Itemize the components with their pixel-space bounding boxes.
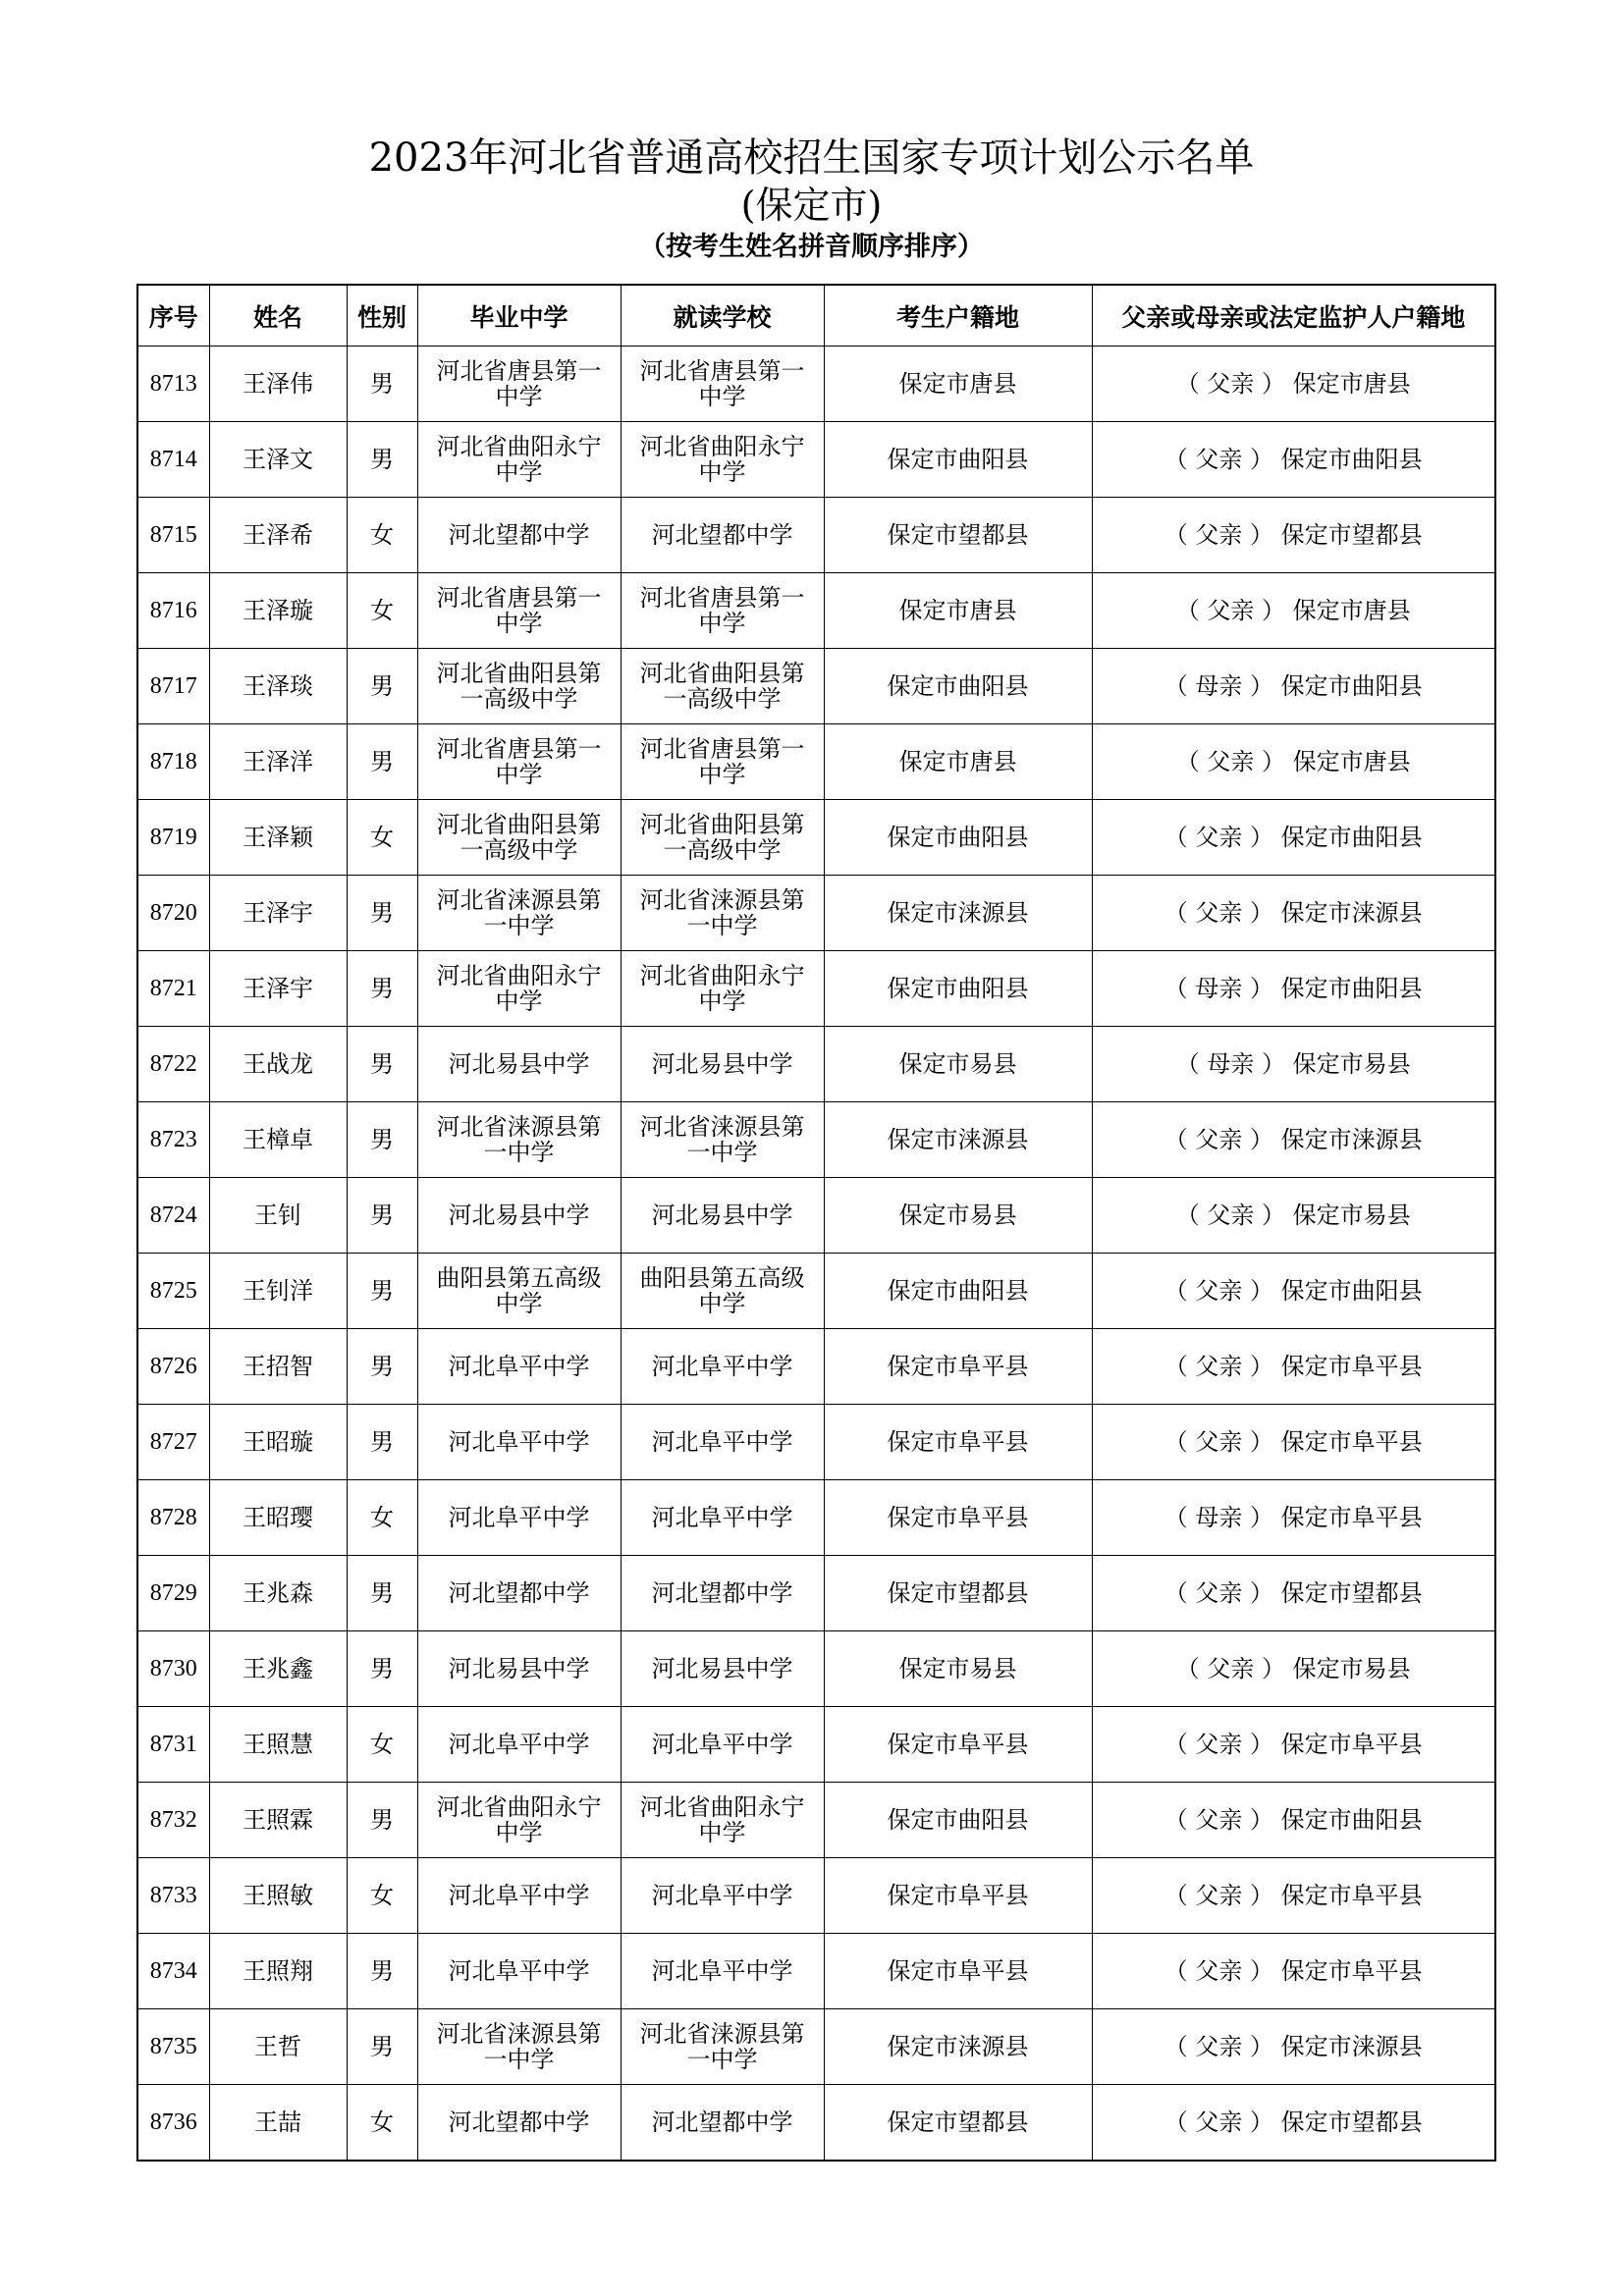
school-name-text: 河北省曲阳县第一高级中学 xyxy=(639,660,805,713)
table-row xyxy=(137,1631,1495,1707)
cell-student-household: 保定市曲阳县 xyxy=(824,1254,1092,1329)
cell-student-household: 保定市曲阳县 xyxy=(824,951,1092,1027)
header-student-household: 考生户籍地 xyxy=(824,285,1092,347)
cell-gender: 女 xyxy=(347,1858,417,1934)
school-name-text: 河北省曲阳永宁中学 xyxy=(436,962,602,1015)
school-name-text: 河北省曲阳县第一高级中学 xyxy=(436,811,602,864)
school-name-text: 河北省涞源县第一中学 xyxy=(639,2020,805,2073)
cell-serial-number: 8719 xyxy=(137,800,209,876)
cell-guardian-household: （ 父亲 ） 保定市阜平县 xyxy=(1092,1858,1495,1934)
school-name-text: 河北省涞源县第一中学 xyxy=(436,886,602,939)
school-name-text: 河北省唐县第一中学 xyxy=(436,357,602,410)
cell-guardian-household: （ 父亲 ） 保定市易县 xyxy=(1092,1178,1495,1254)
cell-current-school xyxy=(621,2009,824,2085)
header-graduation-school: 毕业中学 xyxy=(417,285,621,347)
cell-guardian-household: （ 父亲 ） 保定市望都县 xyxy=(1092,1556,1495,1631)
cell-current-school xyxy=(621,422,824,498)
cell-name: 王照翔 xyxy=(209,1934,347,2009)
table-row xyxy=(137,1254,1495,1329)
cell-current-school xyxy=(621,1480,824,1556)
cell-current-school xyxy=(621,1934,824,2009)
school-name-text: 河北易县中学 xyxy=(448,1050,590,1078)
table-row xyxy=(137,1480,1495,1556)
cell-name: 王钊洋 xyxy=(209,1254,347,1329)
cell-serial-number: 8736 xyxy=(137,2085,209,2162)
cell-student-household: 保定市望都县 xyxy=(824,2085,1092,2162)
cell-guardian-household: （ 父亲 ） 保定市阜平县 xyxy=(1092,1329,1495,1405)
cell-gender: 女 xyxy=(347,2085,417,2162)
school-name-text: 河北望都中学 xyxy=(651,1579,793,1607)
cell-gender: 男 xyxy=(347,951,417,1027)
school-name-text: 河北省唐县第一中学 xyxy=(639,735,805,788)
cell-serial-number: 8715 xyxy=(137,498,209,573)
school-name-text: 河北阜平中学 xyxy=(448,1353,590,1380)
cell-name: 王泽希 xyxy=(209,498,347,573)
cell-name: 王哲 xyxy=(209,2009,347,2085)
cell-guardian-household: （ 父亲 ） 保定市涞源县 xyxy=(1092,1102,1495,1178)
cell-graduation-school xyxy=(417,1102,621,1178)
cell-name: 王泽宇 xyxy=(209,876,347,951)
cell-name: 王泽文 xyxy=(209,422,347,498)
table-row xyxy=(137,1556,1495,1631)
cell-guardian-household: （ 父亲 ） 保定市易县 xyxy=(1092,1631,1495,1707)
school-name-text: 曲阳县第五高级中学 xyxy=(639,1264,805,1317)
cell-current-school xyxy=(621,951,824,1027)
school-name-text: 河北阜平中学 xyxy=(651,1957,793,1985)
cell-current-school xyxy=(621,1254,824,1329)
cell-current-school xyxy=(621,1329,824,1405)
cell-guardian-household: （ 父亲 ） 保定市望都县 xyxy=(1092,498,1495,573)
cell-student-household: 保定市阜平县 xyxy=(824,1934,1092,2009)
cell-guardian-household: （ 父亲 ） 保定市曲阳县 xyxy=(1092,422,1495,498)
school-name-text: 河北省唐县第一中学 xyxy=(436,735,602,788)
cell-serial-number: 8722 xyxy=(137,1027,209,1102)
school-name-text: 河北阜平中学 xyxy=(651,1882,793,1909)
header-guardian-household: 父亲或母亲或法定监护人户籍地 xyxy=(1092,285,1495,347)
cell-current-school xyxy=(621,1027,824,1102)
cell-graduation-school xyxy=(417,876,621,951)
table-body xyxy=(137,347,1495,2162)
cell-serial-number: 8733 xyxy=(137,1858,209,1934)
school-name-text: 河北省曲阳永宁中学 xyxy=(639,962,805,1015)
cell-guardian-household: （ 父亲 ） 保定市涞源县 xyxy=(1092,876,1495,951)
cell-name: 王战龙 xyxy=(209,1027,347,1102)
cell-guardian-household: （ 父亲 ） 保定市唐县 xyxy=(1092,573,1495,649)
cell-serial-number: 8723 xyxy=(137,1102,209,1178)
school-name-text: 河北望都中学 xyxy=(651,2109,793,2136)
school-name-text: 河北省曲阳永宁中学 xyxy=(639,433,805,486)
roster-table xyxy=(136,284,1496,2162)
school-name-text: 河北望都中学 xyxy=(651,521,793,549)
cell-guardian-household: （ 母亲 ） 保定市易县 xyxy=(1092,1027,1495,1102)
school-name-text: 河北省唐县第一中学 xyxy=(436,584,602,637)
school-name-text: 河北省曲阳永宁中学 xyxy=(436,433,602,486)
cell-graduation-school xyxy=(417,573,621,649)
cell-gender: 女 xyxy=(347,498,417,573)
cell-serial-number: 8724 xyxy=(137,1178,209,1254)
cell-graduation-school xyxy=(417,2085,621,2162)
cell-student-household: 保定市曲阳县 xyxy=(824,649,1092,724)
cell-gender: 男 xyxy=(347,1254,417,1329)
cell-serial-number: 8729 xyxy=(137,1556,209,1631)
cell-gender: 女 xyxy=(347,800,417,876)
school-name-text: 河北望都中学 xyxy=(448,521,590,549)
cell-serial-number: 8714 xyxy=(137,422,209,498)
cell-gender: 男 xyxy=(347,1027,417,1102)
table-row xyxy=(137,2009,1495,2085)
cell-guardian-household: （ 父亲 ） 保定市望都县 xyxy=(1092,2085,1495,2162)
cell-gender: 男 xyxy=(347,1102,417,1178)
cell-student-household: 保定市涞源县 xyxy=(824,2009,1092,2085)
table-row xyxy=(137,724,1495,800)
cell-serial-number: 8732 xyxy=(137,1783,209,1858)
school-name-text: 河北阜平中学 xyxy=(448,1504,590,1531)
cell-student-household: 保定市唐县 xyxy=(824,573,1092,649)
cell-current-school xyxy=(621,1405,824,1480)
cell-serial-number: 8734 xyxy=(137,1934,209,2009)
school-name-text: 曲阳县第五高级中学 xyxy=(436,1264,602,1317)
school-name-text: 河北阜平中学 xyxy=(651,1353,793,1380)
cell-serial-number: 8713 xyxy=(137,347,209,422)
cell-current-school xyxy=(621,876,824,951)
school-name-text: 河北省唐县第一中学 xyxy=(639,357,805,410)
school-name-text: 河北阜平中学 xyxy=(651,1428,793,1456)
school-name-text: 河北阜平中学 xyxy=(651,1731,793,1758)
cell-current-school xyxy=(621,1707,824,1783)
cell-name: 王钊 xyxy=(209,1178,347,1254)
cell-student-household: 保定市阜平县 xyxy=(824,1405,1092,1480)
cell-serial-number: 8735 xyxy=(137,2009,209,2085)
table-row xyxy=(137,649,1495,724)
cell-graduation-school xyxy=(417,347,621,422)
cell-gender: 女 xyxy=(347,1707,417,1783)
cell-graduation-school xyxy=(417,1783,621,1858)
school-name-text: 河北望都中学 xyxy=(448,1579,590,1607)
cell-serial-number: 8726 xyxy=(137,1329,209,1405)
cell-gender: 男 xyxy=(347,1405,417,1480)
cell-serial-number: 8730 xyxy=(137,1631,209,1707)
table-row xyxy=(137,1102,1495,1178)
cell-gender: 男 xyxy=(347,422,417,498)
cell-current-school xyxy=(621,724,824,800)
cell-graduation-school xyxy=(417,1329,621,1405)
cell-current-school xyxy=(621,1102,824,1178)
cell-current-school xyxy=(621,2085,824,2162)
table-row xyxy=(137,951,1495,1027)
cell-current-school xyxy=(621,649,824,724)
table-row xyxy=(137,1405,1495,1480)
cell-graduation-school xyxy=(417,724,621,800)
header-serial-number: 序号 xyxy=(137,285,209,347)
table-row xyxy=(137,573,1495,649)
school-name-text: 河北阜平中学 xyxy=(651,1504,793,1531)
cell-serial-number: 8716 xyxy=(137,573,209,649)
school-name-text: 河北省唐县第一中学 xyxy=(639,584,805,637)
cell-current-school xyxy=(621,573,824,649)
cell-graduation-school xyxy=(417,951,621,1027)
cell-gender: 男 xyxy=(347,2009,417,2085)
cell-guardian-household: （ 父亲 ） 保定市阜平县 xyxy=(1092,1934,1495,2009)
header-name: 姓名 xyxy=(209,285,347,347)
school-name-text: 河北省涞源县第一中学 xyxy=(436,2020,602,2073)
cell-name: 王昭璎 xyxy=(209,1480,347,1556)
cell-graduation-school xyxy=(417,498,621,573)
table-row xyxy=(137,1027,1495,1102)
cell-student-household: 保定市易县 xyxy=(824,1631,1092,1707)
cell-graduation-school xyxy=(417,1027,621,1102)
cell-name: 王兆森 xyxy=(209,1556,347,1631)
cell-name: 王照霖 xyxy=(209,1783,347,1858)
cell-graduation-school xyxy=(417,1934,621,2009)
cell-graduation-school xyxy=(417,1631,621,1707)
cell-student-household: 保定市阜平县 xyxy=(824,1480,1092,1556)
cell-student-household: 保定市望都县 xyxy=(824,1556,1092,1631)
cell-serial-number: 8728 xyxy=(137,1480,209,1556)
cell-name: 王泽伟 xyxy=(209,347,347,422)
cell-serial-number: 8731 xyxy=(137,1707,209,1783)
table-row xyxy=(137,1934,1495,2009)
cell-graduation-school xyxy=(417,422,621,498)
cell-guardian-household: （ 父亲 ） 保定市阜平县 xyxy=(1092,1707,1495,1783)
cell-student-household: 保定市阜平县 xyxy=(824,1329,1092,1405)
cell-gender: 男 xyxy=(347,347,417,422)
cell-graduation-school xyxy=(417,1178,621,1254)
cell-student-household: 保定市曲阳县 xyxy=(824,422,1092,498)
table-header xyxy=(137,285,1495,347)
cell-student-household: 保定市阜平县 xyxy=(824,1858,1092,1934)
header-row xyxy=(137,285,1495,347)
school-name-text: 河北阜平中学 xyxy=(448,1731,590,1758)
header-current-school: 就读学校 xyxy=(621,285,824,347)
cell-serial-number: 8727 xyxy=(137,1405,209,1480)
school-name-text: 河北易县中学 xyxy=(448,1201,590,1229)
school-name-text: 河北易县中学 xyxy=(651,1050,793,1078)
cell-name: 王喆 xyxy=(209,2085,347,2162)
table-row xyxy=(137,498,1495,573)
cell-gender: 男 xyxy=(347,876,417,951)
table-row xyxy=(137,347,1495,422)
cell-graduation-school xyxy=(417,1405,621,1480)
cell-graduation-school xyxy=(417,1858,621,1934)
cell-gender: 男 xyxy=(347,1631,417,1707)
cell-name: 王兆鑫 xyxy=(209,1631,347,1707)
table-row xyxy=(137,876,1495,951)
table-row xyxy=(137,800,1495,876)
school-name-text: 河北阜平中学 xyxy=(448,1957,590,1985)
cell-current-school xyxy=(621,1631,824,1707)
cell-guardian-household: （ 母亲 ） 保定市阜平县 xyxy=(1092,1480,1495,1556)
cell-guardian-household: （ 父亲 ） 保定市曲阳县 xyxy=(1092,1783,1495,1858)
cell-gender: 男 xyxy=(347,724,417,800)
table-row xyxy=(137,1329,1495,1405)
table-row xyxy=(137,1858,1495,1934)
cell-current-school xyxy=(621,498,824,573)
table-row xyxy=(137,2085,1495,2162)
cell-student-household: 保定市易县 xyxy=(824,1027,1092,1102)
cell-name: 王泽颖 xyxy=(209,800,347,876)
school-name-text: 河北省曲阳永宁中学 xyxy=(436,1793,602,1846)
cell-current-school xyxy=(621,1858,824,1934)
cell-name: 王泽洋 xyxy=(209,724,347,800)
school-name-text: 河北省曲阳县第一高级中学 xyxy=(639,811,805,864)
cell-guardian-household: （ 父亲 ） 保定市曲阳县 xyxy=(1092,800,1495,876)
cell-name: 王泽宇 xyxy=(209,951,347,1027)
table-row xyxy=(137,1707,1495,1783)
cell-student-household: 保定市涞源县 xyxy=(824,1102,1092,1178)
cell-name: 王樟卓 xyxy=(209,1102,347,1178)
cell-gender: 男 xyxy=(347,1329,417,1405)
cell-graduation-school xyxy=(417,800,621,876)
cell-guardian-household: （ 母亲 ） 保定市曲阳县 xyxy=(1092,951,1495,1027)
school-name-text: 河北省涞源县第一中学 xyxy=(639,1113,805,1166)
cell-current-school xyxy=(621,1556,824,1631)
header-gender: 性别 xyxy=(347,285,417,347)
table-row xyxy=(137,1178,1495,1254)
cell-graduation-school xyxy=(417,1556,621,1631)
cell-serial-number: 8721 xyxy=(137,951,209,1027)
cell-student-household: 保定市唐县 xyxy=(824,347,1092,422)
table-row xyxy=(137,422,1495,498)
cell-gender: 女 xyxy=(347,1480,417,1556)
school-name-text: 河北易县中学 xyxy=(651,1655,793,1682)
cell-name: 王泽琰 xyxy=(209,649,347,724)
cell-current-school xyxy=(621,347,824,422)
school-name-text: 河北易县中学 xyxy=(448,1655,590,1682)
cell-current-school xyxy=(621,800,824,876)
cell-student-household: 保定市涞源县 xyxy=(824,876,1092,951)
school-name-text: 河北省曲阳县第一高级中学 xyxy=(436,660,602,713)
cell-graduation-school xyxy=(417,2009,621,2085)
cell-gender: 男 xyxy=(347,649,417,724)
cell-gender: 女 xyxy=(347,573,417,649)
cell-serial-number: 8717 xyxy=(137,649,209,724)
sort-order-note: （按考生姓名拼音顺序排序） xyxy=(639,232,984,262)
cell-gender: 男 xyxy=(347,1556,417,1631)
cell-gender: 男 xyxy=(347,1934,417,2009)
cell-guardian-household: （ 父亲 ） 保定市唐县 xyxy=(1092,724,1495,800)
cell-student-household: 保定市曲阳县 xyxy=(824,1783,1092,1858)
cell-student-household: 保定市唐县 xyxy=(824,724,1092,800)
cell-student-household: 保定市望都县 xyxy=(824,498,1092,573)
cell-serial-number: 8720 xyxy=(137,876,209,951)
cell-current-school xyxy=(621,1178,824,1254)
cell-name: 王照敏 xyxy=(209,1858,347,1934)
cell-student-household: 保定市阜平县 xyxy=(824,1707,1092,1783)
cell-student-household: 保定市曲阳县 xyxy=(824,800,1092,876)
cell-name: 王泽璇 xyxy=(209,573,347,649)
table-row xyxy=(137,1783,1495,1858)
cell-name: 王昭璇 xyxy=(209,1405,347,1480)
school-name-text: 河北望都中学 xyxy=(448,2109,590,2136)
cell-name: 王招智 xyxy=(209,1329,347,1405)
cell-graduation-school xyxy=(417,1480,621,1556)
cell-guardian-household: （ 母亲 ） 保定市曲阳县 xyxy=(1092,649,1495,724)
school-name-text: 河北省涞源县第一中学 xyxy=(436,1113,602,1166)
school-name-text: 河北易县中学 xyxy=(651,1201,793,1229)
cell-guardian-household: （ 父亲 ） 保定市曲阳县 xyxy=(1092,1254,1495,1329)
cell-name: 王照慧 xyxy=(209,1707,347,1783)
cell-serial-number: 8718 xyxy=(137,724,209,800)
document-title: 2023年河北省普通高校招生国家专项计划公示名单 xyxy=(368,135,1255,181)
cell-guardian-household: （ 父亲 ） 保定市阜平县 xyxy=(1092,1405,1495,1480)
school-name-text: 河北省曲阳永宁中学 xyxy=(639,1793,805,1846)
cell-serial-number: 8725 xyxy=(137,1254,209,1329)
document-subtitle: (保定市) xyxy=(740,184,883,227)
cell-student-household: 保定市易县 xyxy=(824,1178,1092,1254)
school-name-text: 河北阜平中学 xyxy=(448,1428,590,1456)
school-name-text: 河北阜平中学 xyxy=(448,1882,590,1909)
cell-guardian-household: （ 父亲 ） 保定市唐县 xyxy=(1092,347,1495,422)
cell-gender: 男 xyxy=(347,1783,417,1858)
cell-gender: 男 xyxy=(347,1178,417,1254)
cell-graduation-school xyxy=(417,649,621,724)
cell-graduation-school xyxy=(417,1707,621,1783)
cell-graduation-school xyxy=(417,1254,621,1329)
cell-guardian-household: （ 父亲 ） 保定市涞源县 xyxy=(1092,2009,1495,2085)
cell-current-school xyxy=(621,1783,824,1858)
school-name-text: 河北省涞源县第一中学 xyxy=(639,886,805,939)
